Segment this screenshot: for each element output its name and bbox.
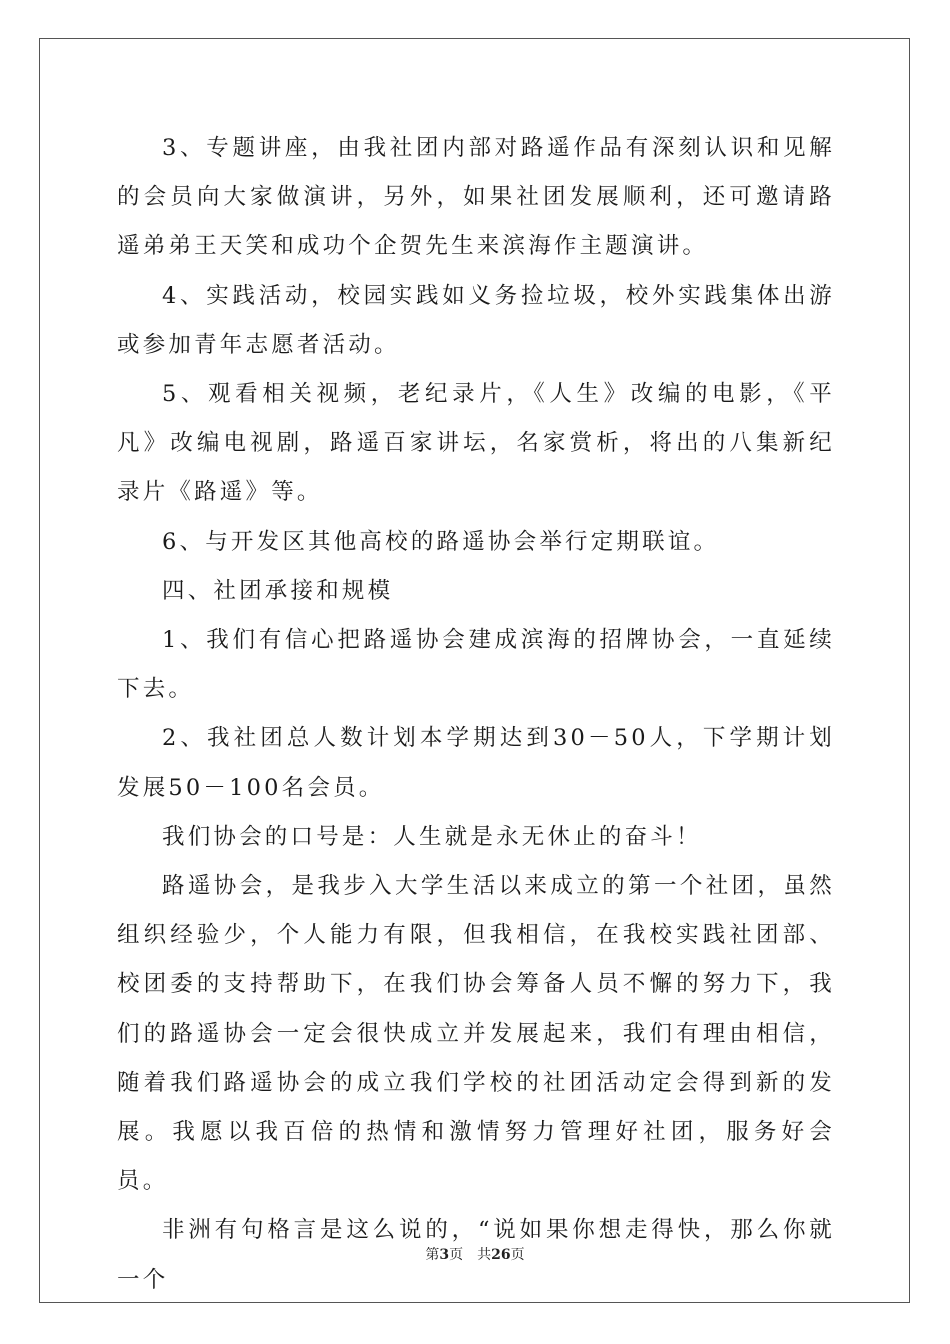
page-footer	[0, 1244, 950, 1264]
paragraph-membership: 2、我社团总人数计划本学期达到30－50人，下学期计划发展50－100名会员。	[117, 725, 835, 801]
page-number: 3	[439, 1247, 450, 1263]
paragraph-proverb: 非洲有句格言是这么说的，“说如果你想走得快，那么你就一个	[117, 1217, 835, 1293]
paragraph-fellowship: 6、与开发区其他高校的路遥协会举行定期联谊。	[162, 528, 720, 555]
paragraph-slogan: 我们协会的口号是：人生就是永无休止的奋斗！	[162, 823, 702, 850]
paragraph-lecture: 3、专题讲座，由我社团内部对路遥作品有深刻认识和见解的会员向大家做演讲，另外，如果社团发展顺利，还可邀请路遥弟弟王天笑和成功个企贺先生来滨海作主题演讲。	[117, 135, 835, 260]
total-prefix: 共	[477, 1247, 492, 1263]
page-prefix: 第	[425, 1247, 440, 1263]
paragraph-confidence: 1、我们有信心把路遥协会建成滨海的招牌协会，一直延续下去。	[117, 627, 835, 703]
page-suffix: 页	[449, 1247, 464, 1263]
total-pages: 26	[491, 1247, 511, 1263]
total-suffix: 页	[510, 1247, 525, 1263]
paragraph-closing: 路遥协会，是我步入大学生活以来成立的第一个社团，虽然组织经验少，个人能力有限，但我相信，在我校实践社团部、校团委的支持帮助下，在我们协会筹备人员不懈的努力下，我们的路遥协会一定会很快成立并发展起来，我们有理由相信，随着我们路遥协会的成立我们学校的社团活动定会得到新的发展。我愿以我百倍的热情和激情努力管理好社团，服务好会员。	[117, 873, 835, 1195]
paragraph-videos: 5、观看相关视频，老纪录片，《人生》改编的电影，《平凡》改编电视剧，路遥百家讲坛，名家赏析，将出的八集新纪录片《路遥》等。	[117, 381, 835, 506]
section-heading-scale: 四、社团承接和规模	[162, 577, 394, 604]
document-body	[117, 124, 835, 1305]
paragraph-practice: 4、实践活动，校园实践如义务捡垃圾，校外实践集体出游或参加青年志愿者活动。	[117, 282, 835, 358]
